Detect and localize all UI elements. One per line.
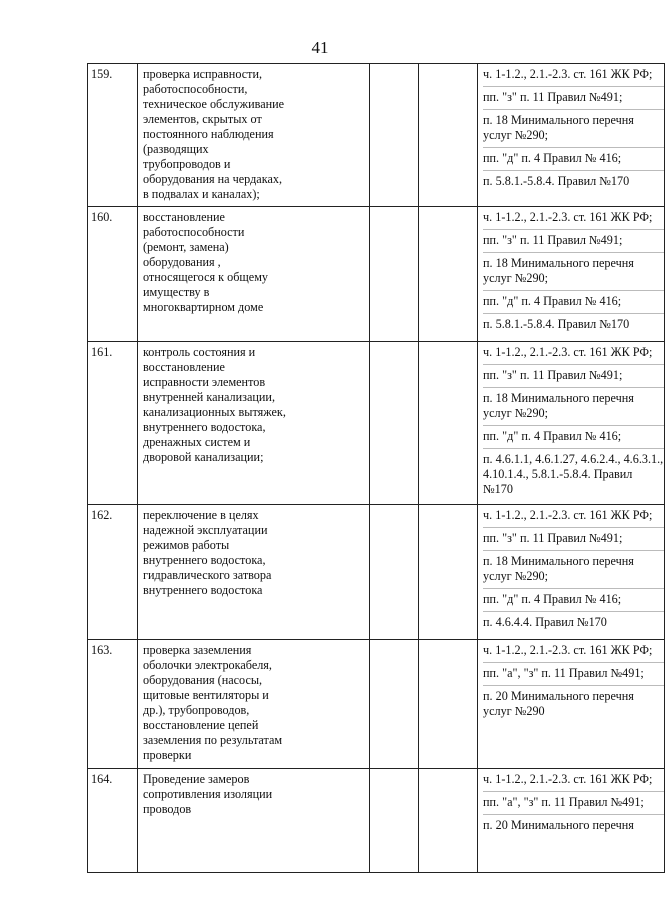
row-number: 159. xyxy=(88,64,138,207)
legal-reference: пп. "з" п. 11 Правил №491; xyxy=(483,368,664,388)
description-line: др.), трубопроводов, xyxy=(143,703,250,717)
description-line: работоспособности, xyxy=(143,82,248,96)
description-line: надежной эксплуатации xyxy=(143,523,268,537)
description-line: (ремонт, замена) xyxy=(143,240,229,254)
description-line: проверки xyxy=(143,748,192,762)
legal-reference: пп. "з" п. 11 Правил №491; xyxy=(483,90,664,110)
empty-cell xyxy=(370,505,419,640)
legal-reference: п. 18 Минимального перечня услуг №290; xyxy=(483,113,664,148)
description-line: проверка исправности, xyxy=(143,67,263,81)
description-line: гидравлического затвора xyxy=(143,568,272,582)
work-description xyxy=(138,640,370,769)
legal-reference: ч. 1-1.2., 2.1.-2.3. ст. 161 ЖК РФ; xyxy=(483,345,664,365)
legal-reference: п. 18 Минимального перечня услуг №290; xyxy=(483,391,664,426)
description-line: переключение в целях xyxy=(143,508,259,522)
description-line: восстановление xyxy=(143,210,225,224)
legal-reference: ч. 1-1.2., 2.1.-2.3. ст. 161 ЖК РФ; xyxy=(483,643,664,663)
legal-reference: п. 20 Минимального перечня услуг №290 xyxy=(483,689,634,718)
description-line: оболочки электрокабеля, xyxy=(143,658,272,672)
description-line: режимов работы xyxy=(143,538,230,552)
description-line: многоквартирном доме xyxy=(143,300,264,314)
legal-reference: пп. "а", "з" п. 11 Правил №491; xyxy=(483,795,664,815)
description-line: внутренней канализации, xyxy=(143,390,275,404)
empty-cell xyxy=(370,640,419,769)
table-row xyxy=(88,769,665,873)
description-line: внутреннего водостока xyxy=(143,583,263,597)
empty-cell xyxy=(370,64,419,207)
legal-references xyxy=(478,64,665,207)
legal-references xyxy=(478,769,665,873)
empty-cell xyxy=(370,342,419,505)
legal-reference: п. 18 Минимального перечня услуг №290; xyxy=(483,554,664,589)
empty-cell xyxy=(419,342,478,505)
legal-reference: ч. 1-1.2., 2.1.-2.3. ст. 161 ЖК РФ; xyxy=(483,210,664,230)
table-row xyxy=(88,342,665,505)
row-number: 164. xyxy=(88,769,138,873)
description-line: дворовой канализации; xyxy=(143,450,264,464)
legal-reference: п. 20 Минимального перечня xyxy=(483,818,634,832)
description-line: щитовые вентиляторы и xyxy=(143,688,269,702)
table-row xyxy=(88,640,665,769)
description-line: оборудования на чердаках, xyxy=(143,172,282,186)
work-description xyxy=(138,505,370,640)
table-row xyxy=(88,64,665,207)
description-line: работоспособности xyxy=(143,225,245,239)
description-line: внутреннего водостока, xyxy=(143,553,266,567)
row-number: 163. xyxy=(88,640,138,769)
legal-references xyxy=(478,505,665,640)
description-line: проверка заземления xyxy=(143,643,252,657)
description-line: относящегося к общему xyxy=(143,270,269,284)
description-line: исправности элементов xyxy=(143,375,266,389)
work-description xyxy=(138,769,370,873)
description-line: сопротивления изоляции xyxy=(143,787,273,801)
description-line: техническое обслуживание xyxy=(143,97,285,111)
legal-reference: пп. "з" п. 11 Правил №491; xyxy=(483,531,664,551)
empty-cell xyxy=(419,769,478,873)
legal-reference: пп. "д" п. 4 Правил № 416; xyxy=(483,592,664,612)
description-line: восстановление xyxy=(143,360,225,374)
legal-reference: ч. 1-1.2., 2.1.-2.3. ст. 161 ЖК РФ; xyxy=(483,772,664,792)
legal-reference: пп. "д" п. 4 Правил № 416; xyxy=(483,429,664,449)
description-line: дренажных систем и xyxy=(143,435,251,449)
description-line: в подвалах и каналах); xyxy=(143,187,260,201)
row-number: 161. xyxy=(88,342,138,505)
empty-cell xyxy=(419,207,478,342)
description-line: контроль состояния и xyxy=(143,345,256,359)
description-line: постоянного наблюдения xyxy=(143,127,274,141)
legal-reference: пп. "з" п. 11 Правил №491; xyxy=(483,233,664,253)
empty-cell xyxy=(419,64,478,207)
description-line: трубопроводов и xyxy=(143,157,231,171)
description-line: элементов, скрытых от xyxy=(143,112,262,126)
description-line: заземления по результатам xyxy=(143,733,283,747)
work-description xyxy=(138,207,370,342)
legal-reference: пп. "д" п. 4 Правил № 416; xyxy=(483,151,664,171)
legal-references xyxy=(478,342,665,505)
legal-references xyxy=(478,207,665,342)
description-line: внутреннего водостока, xyxy=(143,420,266,434)
empty-cell xyxy=(419,640,478,769)
work-description xyxy=(138,342,370,505)
legal-reference: п. 5.8.1.-5.8.4. Правил №170 xyxy=(483,174,630,188)
legal-references xyxy=(478,640,665,769)
page-number: 41 xyxy=(311,38,329,57)
row-number: 160. xyxy=(88,207,138,342)
legal-reference: п. 5.8.1.-5.8.4. Правил №170 xyxy=(483,317,630,331)
empty-cell xyxy=(419,505,478,640)
legal-reference: пп. "д" п. 4 Правил № 416; xyxy=(483,294,664,314)
table-row xyxy=(88,505,665,640)
legal-reference: п. 18 Минимального перечня услуг №290; xyxy=(483,256,664,291)
legal-reference: пп. "а", "з" п. 11 Правил №491; xyxy=(483,666,664,686)
description-line: Проведение замеров xyxy=(143,772,250,786)
description-line: оборудования (насосы, xyxy=(143,673,263,687)
row-number: 162. xyxy=(88,505,138,640)
table-row xyxy=(88,207,665,342)
description-line: имуществу в xyxy=(143,285,210,299)
description-line: проводов xyxy=(143,802,192,816)
legal-reference: п. 4.6.1.1, 4.6.1.27, 4.6.2.4., 4.6.3.1., 4.10.1.4., 5.8.1.-5.8.4. Правил №170 xyxy=(483,452,664,496)
empty-cell xyxy=(370,207,419,342)
description-line: восстановление цепей xyxy=(143,718,259,732)
legal-reference: ч. 1-1.2., 2.1.-2.3. ст. 161 ЖК РФ; xyxy=(483,508,664,528)
description-line: канализационных вытяжек, xyxy=(143,405,286,419)
table-body xyxy=(88,64,665,873)
empty-cell xyxy=(370,769,419,873)
legal-reference: п. 4.6.4.4. Правил №170 xyxy=(483,615,607,629)
description-line: оборудования , xyxy=(143,255,221,269)
legal-reference: ч. 1-1.2., 2.1.-2.3. ст. 161 ЖК РФ; xyxy=(483,67,664,87)
work-description xyxy=(138,64,370,207)
description-line: (разводящих xyxy=(143,142,209,156)
regulation-table xyxy=(87,63,665,873)
